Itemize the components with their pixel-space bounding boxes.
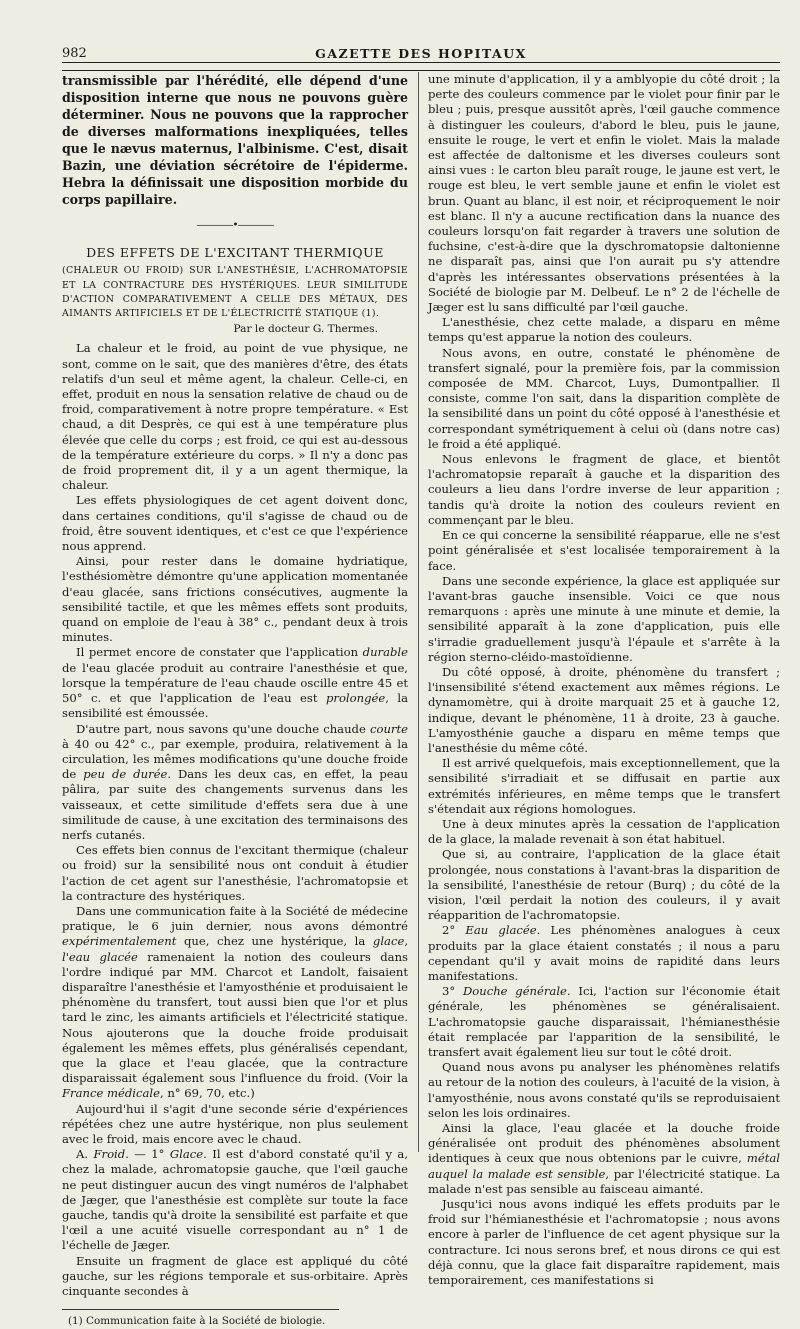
paragraph: Nous avons, en outre, constaté le phénomène de transfert signalé, pour la première fois, par la commission composée de MM. Charcot, Luys, Dumontpallier. Il consiste, comme l'on sait, dans la disparition complète de la sensibilité dans un point du côté opposé à l'anesthésie et correspondant symétriquement à celui où (dans notre cas) le froid a été appliqué. (428, 345, 780, 451)
paragraph: Une à deux minutes après la cessation de l'application de la glace, la malade revenait à son état habituel. (428, 816, 780, 847)
paragraph: La chaleur et le froid, au point de vue physique, ne sont, comme on le sait, que des manières d'être, des états relatifs d'un seul et même agent, la chaleur. Celle-ci, en effet, produit en nous la sensation relative de chaud ou de froid, comparativement à notre propre température. « Est chaud, a dit Desprès, ce qui est à une température plus élevée que celle du corps ; est froid, ce qui est au-dessous de la température extérieure du corps. » Il n'y a donc pas de froid proprement dit, il y a un agent thermique, la chaleur. (62, 341, 408, 493)
paragraph: Quand nous avons pu analyser les phénomènes relatifs au retour de la notion des couleurs, à l'acuité de la vision, à l'amyosthénie, nous avons constaté qu'ils se reproduisaient selon les lois ordinaires. (428, 1060, 780, 1120)
paragraph: Ainsi la glace, l'eau glacée et la douche froide généralisée ont produit des phénomènes absolument identiques à ceux que nous obtenions par le cuivre, métal auquel la malade est sensible, par l'électricité statique. La malade n'est pas sensible au faisceau aimanté. (428, 1121, 781, 1196)
paragraph: Jusqu'ici nous avons indiqué les effets produits par le froid sur l'hémianesthésie et l'achromatopsie ; nous avons encore à parler de l'influence de cet agent physique sur la contracture. Ici nous serons bref, et nous dirons ce qui est déjà connu, que la glace fait disparaître rapidement, mais temporairement, ces manifestations si (428, 1197, 780, 1288)
paragraph: Dans une communication faite à la Société de médecine pratique, le 6 juin dernier, nous avons démontré expérimentalement que, chez une hystérique, la glace, l'eau glacée ramenaient la notion des couleurs dans l'ordre indiqué par MM. Charcot et Landolt, faisaient disparaître l'anesthésie et l'amyosthénie et produisaient le phénomène du transfert, tout aussi bien que l'or et plus tard le zinc, les aimants artificiels et l'électricité statique. Nous ajouterons que la douche froide produisait également les mêmes effets, plus généralisés cependant, que la glace et l'eau glacée, que la contracture disparaissait également sous l'influence du froid. (Voir la France médicale, n° 69, 70, etc.) (62, 903, 409, 1101)
paragraph: Que si, au contraire, l'application de la glace était prolongée, nous constations à l'avant-bras la disparition de la sensibilité, l'anesthésie de retour (Burq) ; du côté de la vision, l'œil perdait la notion des couleurs, il y avait réapparition de l'achromatopsie. (428, 847, 780, 923)
left-column (62, 72, 408, 1329)
paragraph: L'anesthésie, chez cette malade, a disparu en même temps qu'est apparue la notion des couleurs. (428, 315, 780, 345)
journal-title: GAZETTE DES HOPITAUX (315, 46, 527, 61)
page-number: 982 (62, 46, 87, 61)
paragraph: En ce qui concerne la sensibilité réapparue, elle ne s'est point généralisée et s'est localisée temporairement à la face. (428, 528, 780, 573)
right-column (428, 72, 780, 1288)
paragraph: 3° Douche générale. Ici, l'action sur l'économie était générale, les phénomènes se généralisaient. L'achromatopsie gauche disparaissait, l'hémianesthésie était remplacée par l'apparition de la sensibilité, le transfert avait également lieu sur tout le côté droit. (428, 984, 780, 1059)
article-title: DES EFFETS DE L'EXCITANT THERMIQUE (86, 245, 384, 261)
paragraph: Il est arrivé quelquefois, mais exceptionnellement, que la sensibilité s'irradiait et se diffusait en partie aux extrémités inférieures, en même temps que le transfert s'étendait aux régions homologues. (428, 756, 780, 816)
paragraph: Ces effets bien connus de l'excitant thermique (chaleur ou froid) sur la sensibilité nous ont conduit à étudier l'action de cet agent sur l'anesthésie, l'achromatopsie et la contracture des hystériques. (62, 843, 408, 903)
header-rule (62, 62, 780, 63)
section-separator: ————•———— (196, 220, 274, 231)
footnote: (1) Communication faite à la Société de biologie. (68, 1315, 326, 1328)
paragraph: Nous enlevons le fragment de glace, et bientôt l'achromatopsie reparaît à gauche et la disparition des couleurs a lieu dans l'ordre inverse de leur apparition ; tandis qu'à droite la notion des couleurs revient en commençant par le bleu. (428, 452, 780, 527)
paragraph: A. Froid. — 1° Glace. Il est d'abord constaté qu'il y a, chez la malade, achromatopsie gauche, que l'œil gauche ne peut distinguer aucun des vingt numéros de l'alphabet de Jæger, que l'anesthésie est complète sur toute la face gauche, tandis qu'à droite la sensibilité est parfaite et que l'œil a une acuité visuelle correspondant au n° 1 de l'échelle de Jæger. (62, 1147, 409, 1253)
paragraph: 2° Eau glacée. Les phénomènes analogues à ceux produits par la glace étaient constatés ; il nous a paru cependant qu'il y avait moins de rapidité dans leurs manifestations. (428, 923, 781, 983)
footnote-rule (62, 1309, 339, 1310)
paragraph: D'autre part, nous savons qu'une douche chaude courte à 40 ou 42° c., par exemple, produira, relativement à la circulation, les mêmes modifications qu'une douche froide de peu de durée. Dans les deux cas, en effet, la peau pâlira, par suite des changements survenus dans les vaisseaux, et cette similitude d'effets sera due à une similitude de cause, à une excitation des terminaisons des nerfs cutanés. (62, 721, 408, 842)
paragraph: Les effets physiologiques de cet agent doivent donc, dans certaines conditions, qu'il s'agisse de chaud ou de froid, être souvent identiques, et c'est ce que l'expérience nous apprend. (62, 493, 408, 554)
paragraph: Il permet encore de constater que l'application durable de l'eau glacée produit au contraire l'anesthésie et que, lorsque la température de l'eau chaude oscille entre 45 et 50° c. et que l'application de l'eau est prolongée, la sensibilité est émoussée. (62, 645, 409, 721)
paragraph: Ensuite un fragment de glace est appliqué du côté gauche, sur les régions temporale et sus-orbitaire. Après cinquante secondes à (62, 1253, 408, 1299)
paragraph: Aujourd'hui il s'agit d'une seconde série d'expériences répétées chez une autre hystérique, non plus seulement avec le froid, mais encore avec le chaud. (62, 1101, 408, 1146)
article-byline: Par le docteur G. Thermes. (233, 323, 378, 336)
header-rule-thin (62, 70, 780, 71)
column-divider (418, 72, 419, 1152)
intro-paragraph: transmissible par l'hérédité, elle dépend d'une disposition interne que nous ne pouvons guère déterminer. Nous ne pouvons que la rapprocher de diverses malformations inexpliquées, telles que le nævus maternus, l'albinisme. C'est, disait Bazin, une déviation sécrétoire de l'épiderme. Hebra la définissait une disposition morbide du corps papillaire. (62, 73, 408, 207)
article-subtitle: (CHALEUR OU FROID) SUR L'ANESTHÉSIE, L'ACHROMATOPSIE ET LA CONTRACTURE DES HYSTÉRIQUES. LEUR SIMILITUDE D'ACTION COMPARATIVEMENT A CELLE DES MÉTAUX, DES AIMANTS ARTIFICIELS ET DE L'ÉLECTRICITÉ STATIQUE (1). (62, 265, 408, 320)
paragraph: Du côté opposé, à droite, phénomène du transfert ; l'insensibilité s'étend exactement aux mêmes régions. Le dynamomètre, qui à droite marquait 25 et à gauche 12, indique, devant le phénomène, 11 à droite, 23 à gauche. L'amyosthénie gauche a disparu en même temps que l'anesthésie du même côté. (428, 664, 780, 755)
paragraph: Ainsi, pour rester dans le domaine hydriatique, l'esthésiomètre démontre qu'une application momentanée d'eau glacée, sans frictions consécutives, augmente la sensibilité tactile, et que les mêmes effets sont produits, quand on emploie de l'eau à 38° c., pendant deux à trois minutes. (62, 554, 408, 645)
paragraph: une minute d'application, il y a amblyopie du côté droit ; la perte des couleurs commence par le violet pour finir par le bleu ; puis, presque aussitôt après, l'œil gauche commence à distinguer les couleurs, d'abord le bleu, puis le jaune, ensuite le rouge, le vert et enfin le violet. Mais la malade est affectée de daltonisme et les diverses couleurs sont ainsi vues : le carton bleu paraît rouge, le jaune est vert, le rouge est bleu, le vert semble jaune et enfin le violet est brun. Quant au blanc, il est noir, et réciproquement le noir est blanc. Il n'y a aucune rectification dans la nuance des couleurs lorsqu'on fait regarder à travers une solution de fuchsine, c'est-à-dire que la dyschromatopsie daltonienne ne disparaît pas, ainsi que l'on aurait pu s'y attendre d'après les intéressantes observations présentées à la Société de biologie par M. Delbeuf. Le n° 2 de l'échelle de Jæger est lu sans difficulté par l'œil gauche. (428, 72, 780, 315)
paragraph: Dans une seconde expérience, la glace est appliquée sur l'avant-bras gauche insensible. Voici ce que nous remarquons : après une minute à une minute et demie, la sensibilité apparaît à la zone d'application, puis elle s'irradie graduellement jusqu'à l'épaule et s'arrête à la région sterno-cléido-mastoïdienne. (428, 573, 780, 664)
